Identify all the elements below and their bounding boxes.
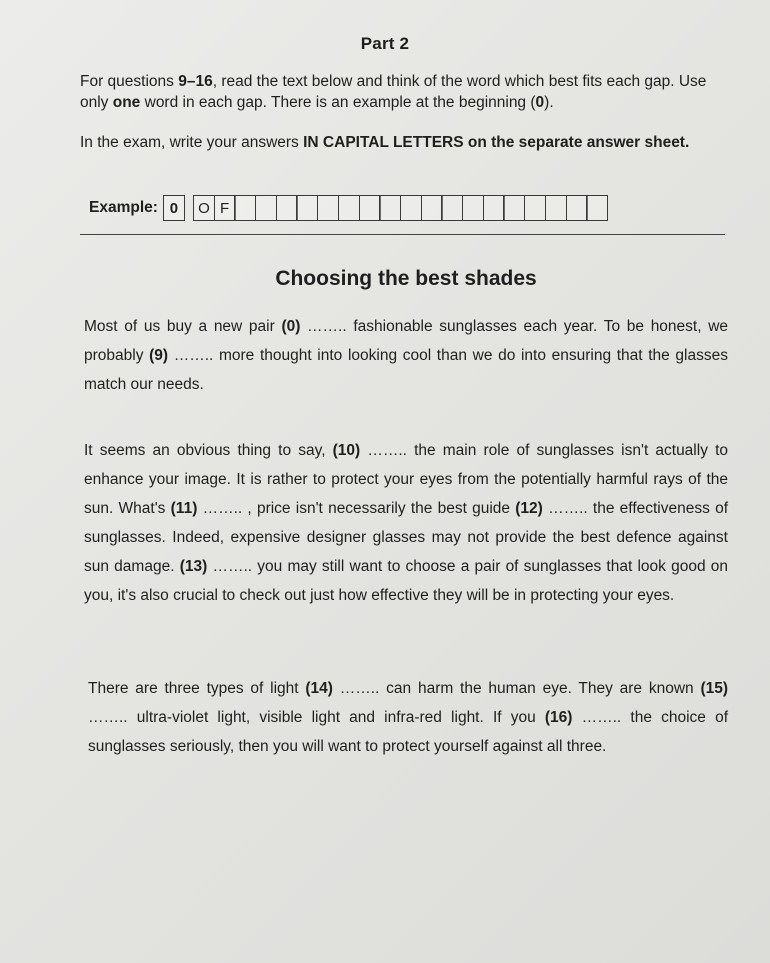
gap-number: (10) — [332, 442, 361, 459]
gap-number: (13) — [179, 558, 208, 575]
instruction-emphasis: 0 — [535, 94, 545, 111]
text-title: Choosing the best shades — [275, 267, 537, 290]
instruction-text: word in each gap. There is an example at the beginning ( — [140, 94, 536, 111]
answer-letter-box — [359, 195, 381, 221]
text-paragraph-1 — [84, 312, 728, 399]
answer-letter-box: O — [193, 195, 215, 221]
answer-letter-box — [545, 195, 567, 221]
text-segment: There are three types of light — [88, 680, 306, 697]
answer-letter-box — [234, 195, 256, 221]
text-segment: …….. the choice of sunglasses seriously, then you will want to protect yourself against all three. — [88, 709, 729, 755]
answer-letter-box — [276, 195, 298, 221]
answer-letter-box — [255, 195, 277, 221]
instructions-paragraph-2 — [80, 132, 720, 153]
example-label: Example: — [89, 199, 158, 216]
example-row — [89, 193, 608, 223]
divider — [80, 234, 725, 235]
instruction-text: , read the text below and think of the word which best fits each gap. Use only — [80, 73, 707, 111]
text-segment: …….. you may still want to choose a pair of sunglasses that look good on you, it's also crucial to check out just how effective they will be in protecting your eyes. — [84, 558, 728, 604]
gap-number: (9) — [149, 347, 169, 364]
text-segment: Most of us buy a new pair — [84, 318, 282, 335]
question-range: 9–16 — [178, 73, 213, 90]
answer-letter-box — [483, 195, 505, 221]
instructions-paragraph-1 — [80, 71, 720, 113]
gap-number: (15) — [700, 680, 729, 697]
gap-number: (11) — [170, 500, 198, 517]
answer-letter-box — [586, 195, 608, 221]
instruction-text: For questions — [80, 73, 179, 90]
answer-letter-box — [441, 195, 463, 221]
part-title: Part 2 — [360, 34, 410, 53]
answer-letter-box — [296, 195, 318, 221]
instruction-emphasis: one — [112, 94, 141, 111]
text-paragraph-2 — [84, 436, 728, 610]
text-segment: …….. can harm the human eye. They are known — [332, 680, 701, 697]
answer-letter-box: F — [214, 195, 236, 221]
answer-letter-box — [317, 195, 339, 221]
example-answer-boxes — [193, 195, 608, 221]
answer-letter-box — [379, 195, 401, 221]
instruction-emphasis: IN CAPITAL LETTERS on the separate answer sheet. — [303, 134, 690, 151]
answer-letter-box — [338, 195, 360, 221]
text-paragraph-3 — [88, 674, 728, 761]
example-number-box: 0 — [163, 195, 185, 221]
text-segment: …….. the main role of sunglasses isn't actually to enhance your image. It is rather to protect your eyes from the potentially harmful rays of the sun. What's — [84, 442, 728, 517]
text-segment: …….. the effectiveness of sunglasses. Indeed, expensive designer glasses may not provide the best defence against sun damage. — [84, 500, 729, 575]
answer-letter-box — [400, 195, 422, 221]
text-segment: …….. , price isn't necessarily the best guide — [197, 500, 516, 517]
gap-number: (12) — [515, 500, 543, 517]
gap-number: (14) — [305, 680, 333, 697]
instruction-text: In the exam, write your answers — [80, 134, 304, 151]
gap-number: (16) — [544, 709, 573, 726]
text-segment: …….. ultra-violet light, visible light and infra-red light. If you — [88, 709, 545, 726]
text-segment: …….. more thought into looking cool than we do into ensuring that the glasses match our needs. — [84, 347, 728, 393]
answer-letter-box — [503, 195, 525, 221]
instruction-text: ). — [544, 94, 554, 111]
text-segment: It seems an obvious thing to say, — [84, 442, 333, 459]
answer-letter-box — [462, 195, 484, 221]
answer-letter-box — [421, 195, 443, 221]
answer-letter-box — [566, 195, 588, 221]
gap-number: (0) — [281, 318, 301, 335]
answer-letter-box — [524, 195, 546, 221]
text-segment: …….. fashionable sunglasses each year. To be honest, we probably — [84, 318, 729, 364]
